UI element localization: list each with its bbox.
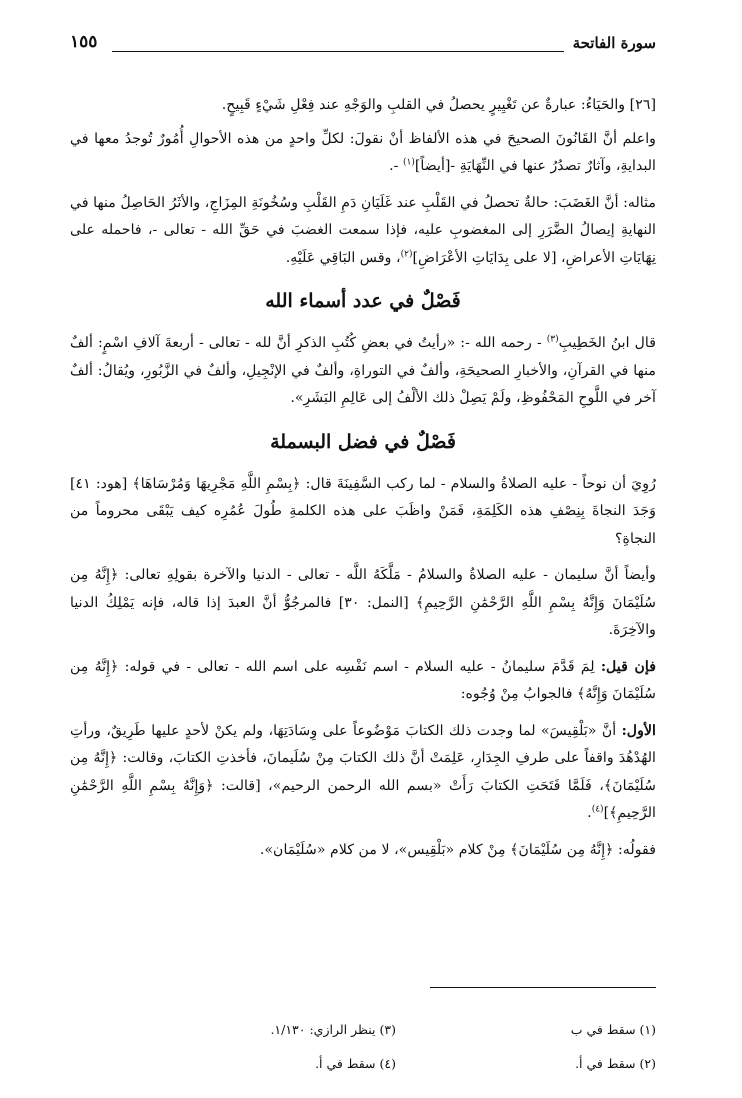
- paragraph-first-answer: [70, 718, 656, 828]
- paragraph-question: [70, 654, 656, 709]
- paragraph-anger-end: ، وقس البَاقِي عَلَيْهِ.: [285, 249, 401, 266]
- first-answer-text: أنَّ «بَلْقِيسَ» لما وجدت ذلك الكتابَ مَوْضُوعاً على وِسَادَتِهَا، ولم يكنْ لأحدٍ عليها طَرِيقٌ، ورأتِ الهُدْهُدَ واقفاً على طرفِ الجِدَارِ، عَلِمَتْ أنَّ ذلك الكتابَ مِنْ سُلَيمانَ، فأخذتِ الكتابَ، وقالت: ﴿إِنَّهُ مِن سُلَيْمَانَ﴾، فَلَمَّا فَتَحَتِ الكتابَ رَأَتْ «بسم الله الرحمن الرحيم»، [قالت: ﴿وَإِنَّهُ بِسْمِ اللَّهِ الرَّحْمَٰنِ الرَّحِيمِ﴾]: [70, 722, 656, 821]
- footnote-ref-3: (٣): [546, 334, 559, 345]
- paragraph-law-text: واعلم أنَّ القَانُونَ الصحيحَ في هذه الألفاظ أنْ نقولَ: لكلِّ واحدٍ من هذه الأحوالِ أُمُورٌ تُوجدُ معها في البدايةِ، وآثارٌ تصدُرُ عنها في النِّهَايَةِ -[أيضاً]: [70, 130, 656, 174]
- footnotes: [150, 1022, 656, 1082]
- paragraph-anger-text: مثاله: أنَّ الغَضَبَ: حالةٌ تحصلُ في القَلْبِ عند غَلَيَانِ دَمِ القَلْبِ وسُخُونَةِ المِزَاجِ، والأثَرُ الحَاصِلُ منها في النهايةِ إيصالُ الضَّرَرِ إلى المغضوبِ عليه، فإذا سمعت الغضبَ في حَقِّ الله - تعالى -، فاحمله على نِهَايَاتِ الأعراضِ، [لا على بِدَايَاتِ الأعْرَاضِ]: [70, 194, 656, 266]
- page-header: [70, 34, 656, 58]
- paragraph-saying: فقولُه: ﴿إِنَّهُ مِن سُلَيْمَانَ﴾ مِنْ كلام «بَلْقِيس»، لا من كلام «سُلَيْمَان».: [259, 841, 656, 858]
- question-text: لِمَ قَدَّمَ سليمانُ - عليه السلام - اسم نَفْسِه على اسم الله - تعالى - في قوله: ﴿إِنَّهُ مِن سُلَيْمَانَ وَإِنَّهُ﴾ فالجوابُ مِنْ وُجُوه:: [70, 658, 656, 702]
- first-answer-end: .: [587, 805, 592, 821]
- section-heading-names: فَصْلٌ في عدد أسماء الله: [265, 290, 461, 312]
- footnote-ref-4: (٤): [591, 804, 604, 815]
- section-heading-basmala: فَصْلٌ في فضل البسملة: [270, 430, 456, 453]
- page-number: ١٥٥: [70, 32, 98, 52]
- footnote-1: (١) سقط في ب: [570, 1022, 656, 1037]
- paragraph-haya: [٢٦] والحَيَاءُ: عبارةٌ عن تَغْيِيرٍ يحصلُ في القلبِ والوَجْهِ عند فِعْلِ شَيْءٍ قَبِيحٍ.: [221, 97, 656, 113]
- paragraph-noah: رُوِيَ أن نوحاً - عليه الصلاةُ والسلام - لما ركب السَّفِينَةَ قال: ﴿بِسْمِ اللَّهِ مَجْرِيهَا وَمُرْسَاهَا﴾ [هود: ٤١] وَجَدَ النجاةَ بِنِصْفِ هذه الكَلِمَةِ، فَمَنْ واظَبَ على هذه الكلمةِ طُولَ عُمُرِه كيف يَبْقَى محروماً من النجاةِ؟: [70, 475, 656, 547]
- footnote-ref-2: (٢): [400, 248, 413, 259]
- paragraph-anger: [70, 190, 656, 273]
- footnote-2: (٢) سقط في أ.: [575, 1056, 656, 1071]
- footnote-3: (٣) ينظر الرازي: ١/١٣٠.: [270, 1022, 396, 1037]
- footnote-rule: [430, 987, 656, 988]
- footnote-ref-1: (١): [402, 157, 415, 168]
- page-body: [70, 92, 656, 873]
- paragraph-names-text: - رحمه الله -: «رأيتُ في بعضِ كُتُبِ الذكرِ أنَّ لله - تعالى - أربعةَ آلافِ اسْمٍ: ألفٌ منها في القرآنِ، والأخبارِ الصحيحَةِ، وألفٌ في التوراةِ، وألفٌ في الإنْجِيلِ، وألفٌ في الزَّبُورِ، ويُقالُ: ألفٌ آخر في اللَّوحِ المَحْفُوظِ، ولَمْ يَصِلْ ذلك الألْفُ إلى عَالِمِ البَشَرِ».: [70, 335, 656, 406]
- footnote-4: (٤) سقط في أ.: [315, 1056, 396, 1071]
- paragraph-law: [70, 126, 656, 181]
- paragraph-names: [70, 330, 656, 413]
- paragraph-law-end: -.: [389, 158, 403, 174]
- first-answer-lead: الأول:: [621, 722, 656, 739]
- paragraph-names-start: قال ابنُ الخَطِيبِ: [558, 335, 656, 351]
- running-title: سورة الفاتحة: [572, 34, 656, 52]
- question-lead: فإن قيل:: [600, 658, 656, 675]
- header-rule: [112, 51, 564, 52]
- paragraph-solomon: وأيضاً أنَّ سليمان - عليه الصلاةُ والسلامُ - مَلَّكَهُ اللَّه - تعالى - الدنيا والآخرة بقولِهِ تعالى: ﴿إِنَّهُ مِن سُلَيْمَانَ وَإِنَّهُ بِسْمِ اللَّهِ الرَّحْمَٰنِ الرَّحِيمِ﴾ [النمل: ٣٠] فالمرجُوُّ أنَّ العبدَ إذا قاله، فإنه يَمْلِكُ الدنيا والآخِرَةَ.: [70, 567, 656, 638]
